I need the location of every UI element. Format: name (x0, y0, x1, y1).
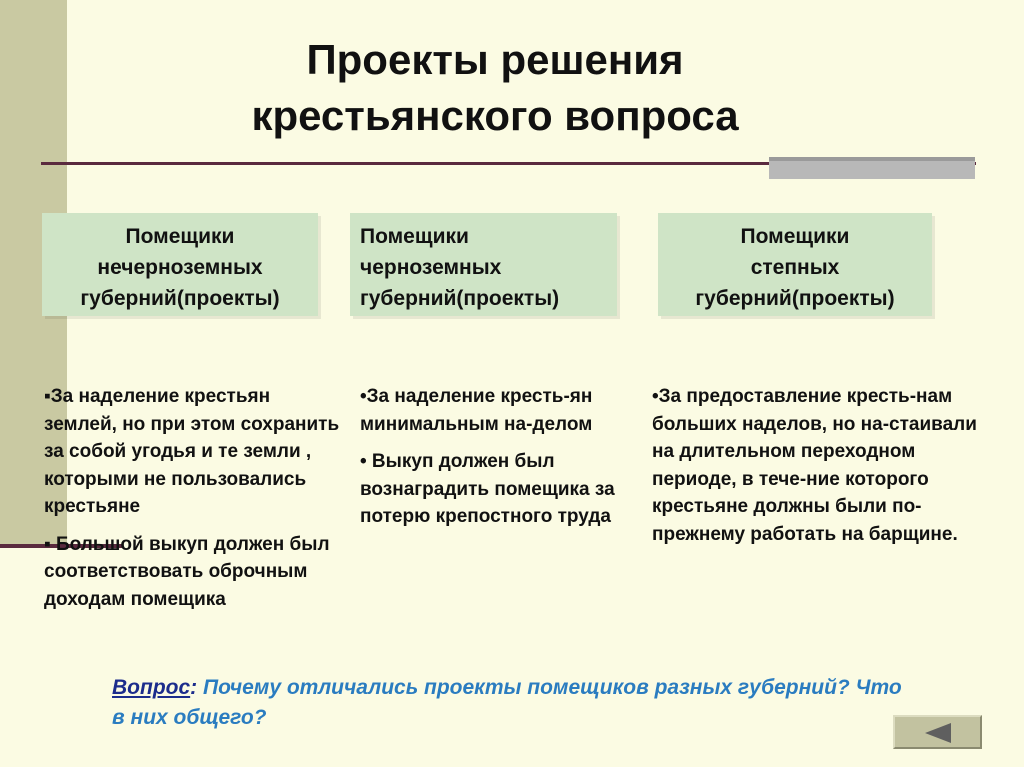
header-line: нечерноземных (97, 256, 263, 279)
header-line: губерний(проекты) (695, 287, 895, 310)
triangle-left-icon (925, 723, 951, 743)
column-body-non-chernozem (44, 383, 344, 623)
question-colon: : (190, 676, 198, 699)
question-text: Почему отличались проекты помещиков разных губерний? Что в них общего? (112, 676, 902, 729)
discussion-question (112, 673, 902, 733)
header-line: черноземных (360, 256, 502, 279)
bullet-point: ▪ Большой выкуп должен был соответствовать оброчным доходам помещика (44, 533, 330, 610)
header-line: Помещики (740, 225, 850, 248)
header-line: Помещики (125, 225, 235, 248)
bullet-point: • Выкуп должен был вознаградить помещика за потерю крепостного труда (360, 451, 615, 527)
bullet-point: •За наделение кресть-ян минимальным на-делом (360, 386, 593, 435)
back-button[interactable] (893, 715, 982, 749)
column-body-chernozem (360, 383, 630, 541)
header-line: Помещики (360, 225, 469, 248)
bullet-point: ▪За наделение крестьян землей, но при этом сохранить за собой угодья и те земли , которыми не пользовались крестьяне (44, 386, 340, 517)
bullet-point: •За предоставление кресть-нам больших наделов, но на-стаивали на длительном переходном периоде, в тече-ние которого крестьяне должны были по-прежнему работать на барщине. (652, 386, 977, 545)
column-body-steppe (652, 383, 992, 558)
header-line: степных (750, 256, 840, 279)
header-line: губерний(проекты) (360, 287, 560, 310)
question-label: Вопрос (112, 676, 191, 699)
title-line-2: крестьянского вопроса (251, 92, 739, 139)
title-line-1: Проекты решения (306, 36, 684, 83)
column-header-chernozem (350, 213, 617, 316)
header-line: губерний(проекты) (80, 287, 280, 310)
column-header-steppe (658, 213, 932, 316)
title-divider-accent (769, 157, 975, 179)
slide-title (150, 32, 840, 144)
column-header-non-chernozem (42, 213, 318, 316)
